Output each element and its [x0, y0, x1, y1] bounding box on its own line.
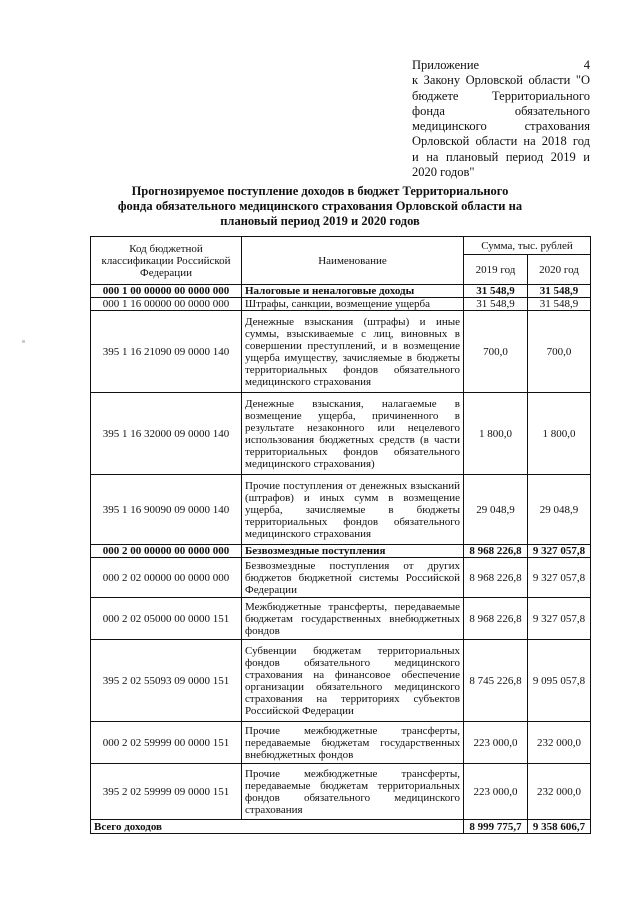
- table-row: [91, 764, 591, 820]
- row-value-2019: 8 968 226,8: [464, 545, 528, 558]
- title-line: плановый период 2019 и 2020 годов: [220, 214, 420, 228]
- row-name: Прочие поступления от денежных взысканий (штрафов) и иных сумм в возмещение ущерба, зачисляемые в бюджеты территориальных фондов обязательного медицинского страхования: [242, 475, 464, 545]
- header-code: Код бюджетной классификации Российской Федерации: [91, 237, 242, 285]
- document-title: [96, 184, 544, 229]
- table-row: [91, 545, 591, 558]
- row-value-2020: 9 327 057,8: [528, 598, 591, 640]
- row-code: 395 2 02 55093 09 0000 151: [91, 640, 242, 722]
- row-value-2020: 232 000,0: [528, 722, 591, 764]
- row-code: 000 1 00 00000 00 0000 000: [91, 285, 242, 298]
- row-name: Межбюджетные трансферты, передаваемые бюджетам государственных внебюджетных фондов: [242, 598, 464, 640]
- row-value-2019: 223 000,0: [464, 722, 528, 764]
- row-code: 395 1 16 21090 09 0000 140: [91, 311, 242, 393]
- row-name: Субвенции бюджетам территориальных фондов обязательного медицинского страхования на финансовое обеспечение организации обязательного медицинского страхования на территориях субъектов Российской Федерации: [242, 640, 464, 722]
- header-sum: Сумма, тыс. рублей: [464, 237, 591, 255]
- row-value-2019: 8 968 226,8: [464, 558, 528, 598]
- row-name: Безвозмездные поступления от других бюджетов бюджетной системы Российской Федерации: [242, 558, 464, 598]
- appendix-line: 2020 годов": [412, 165, 475, 180]
- scan-mark: [22, 340, 25, 343]
- revenue-table: [90, 236, 591, 834]
- row-value-2019: 31 548,9: [464, 298, 528, 311]
- total-value-2019: 8 999 775,7: [464, 820, 528, 834]
- row-code: 395 1 16 90090 09 0000 140: [91, 475, 242, 545]
- row-value-2020: 31 548,9: [528, 285, 591, 298]
- table-row: [91, 640, 591, 722]
- row-code: 000 1 16 00000 00 0000 000: [91, 298, 242, 311]
- row-code: 395 1 16 32000 09 0000 140: [91, 393, 242, 475]
- row-value-2019: 8 745 226,8: [464, 640, 528, 722]
- row-name: Штрафы, санкции, возмещение ущерба: [242, 298, 464, 311]
- row-value-2019: 1 800,0: [464, 393, 528, 475]
- row-value-2020: 9 327 057,8: [528, 545, 591, 558]
- header-name: Наименование: [242, 237, 464, 285]
- appendix-header: [412, 58, 590, 180]
- total-row: [91, 820, 591, 834]
- row-value-2020: 700,0: [528, 311, 591, 393]
- table-row: [91, 298, 591, 311]
- table-row: [91, 598, 591, 640]
- total-label: Всего доходов: [91, 820, 464, 834]
- appendix-line: медицинского страхования: [412, 119, 590, 134]
- row-value-2019: 223 000,0: [464, 764, 528, 820]
- header-2019: 2019 год: [464, 255, 528, 285]
- row-value-2020: 9 095 057,8: [528, 640, 591, 722]
- row-code: 000 2 00 00000 00 0000 000: [91, 545, 242, 558]
- title-line: Прогнозируемое поступление доходов в бюджет Территориального: [131, 184, 509, 198]
- row-name: Прочие межбюджетные трансферты, передаваемые бюджетам государственных внебюджетных фондов: [242, 722, 464, 764]
- row-name: Безвозмездные поступления: [242, 545, 464, 558]
- appendix-line: Орловской области на 2018 год: [412, 134, 590, 149]
- row-code: 000 2 02 05000 00 0000 151: [91, 598, 242, 640]
- row-value-2019: 700,0: [464, 311, 528, 393]
- row-value-2020: 31 548,9: [528, 298, 591, 311]
- row-code: 000 2 02 00000 00 0000 000: [91, 558, 242, 598]
- table-row: [91, 475, 591, 545]
- row-value-2019: 31 548,9: [464, 285, 528, 298]
- appendix-line: и на плановый период 2019 и: [412, 149, 590, 164]
- table-row: [91, 285, 591, 298]
- total-value-2020: 9 358 606,7: [528, 820, 591, 834]
- row-value-2019: 8 968 226,8: [464, 598, 528, 640]
- row-value-2020: 9 327 057,8: [528, 558, 591, 598]
- row-name: Налоговые и неналоговые доходы: [242, 285, 464, 298]
- row-value-2020: 232 000,0: [528, 764, 591, 820]
- row-name: Прочие межбюджетные трансферты, передаваемые бюджетам территориальных фондов обязательного медицинского страхования: [242, 764, 464, 820]
- header-2020: 2020 год: [528, 255, 591, 285]
- table-row: [91, 393, 591, 475]
- row-code: 000 2 02 59999 00 0000 151: [91, 722, 242, 764]
- table-row: [91, 311, 591, 393]
- row-name: Денежные взыскания, налагаемые в возмещение ущерба, причиненного в результате незаконного или нецелевого использования бюджетных средств (в части территориальных фондов обязательного медицинского страхования): [242, 393, 464, 475]
- table-row: [91, 722, 591, 764]
- row-code: 395 2 02 59999 09 0000 151: [91, 764, 242, 820]
- appendix-line: фонда обязательного: [412, 103, 590, 118]
- appendix-line: Приложение 4: [412, 58, 590, 72]
- row-value-2020: 1 800,0: [528, 393, 591, 475]
- appendix-line: бюджете Территориального: [412, 88, 590, 103]
- appendix-line: к Закону Орловской области "О: [412, 73, 590, 88]
- row-value-2019: 29 048,9: [464, 475, 528, 545]
- table-row: [91, 558, 591, 598]
- title-line: фонда обязательного медицинского страхования Орловской области на: [117, 199, 523, 213]
- row-name: Денежные взыскания (штрафы) и иные суммы, взыскиваемые с лиц, виновных в совершении преступлений, и в возмещение ущерба имуществу, зачисляемые в бюджеты территориальных фондов обязательного медицинского страхования: [242, 311, 464, 393]
- row-value-2020: 29 048,9: [528, 475, 591, 545]
